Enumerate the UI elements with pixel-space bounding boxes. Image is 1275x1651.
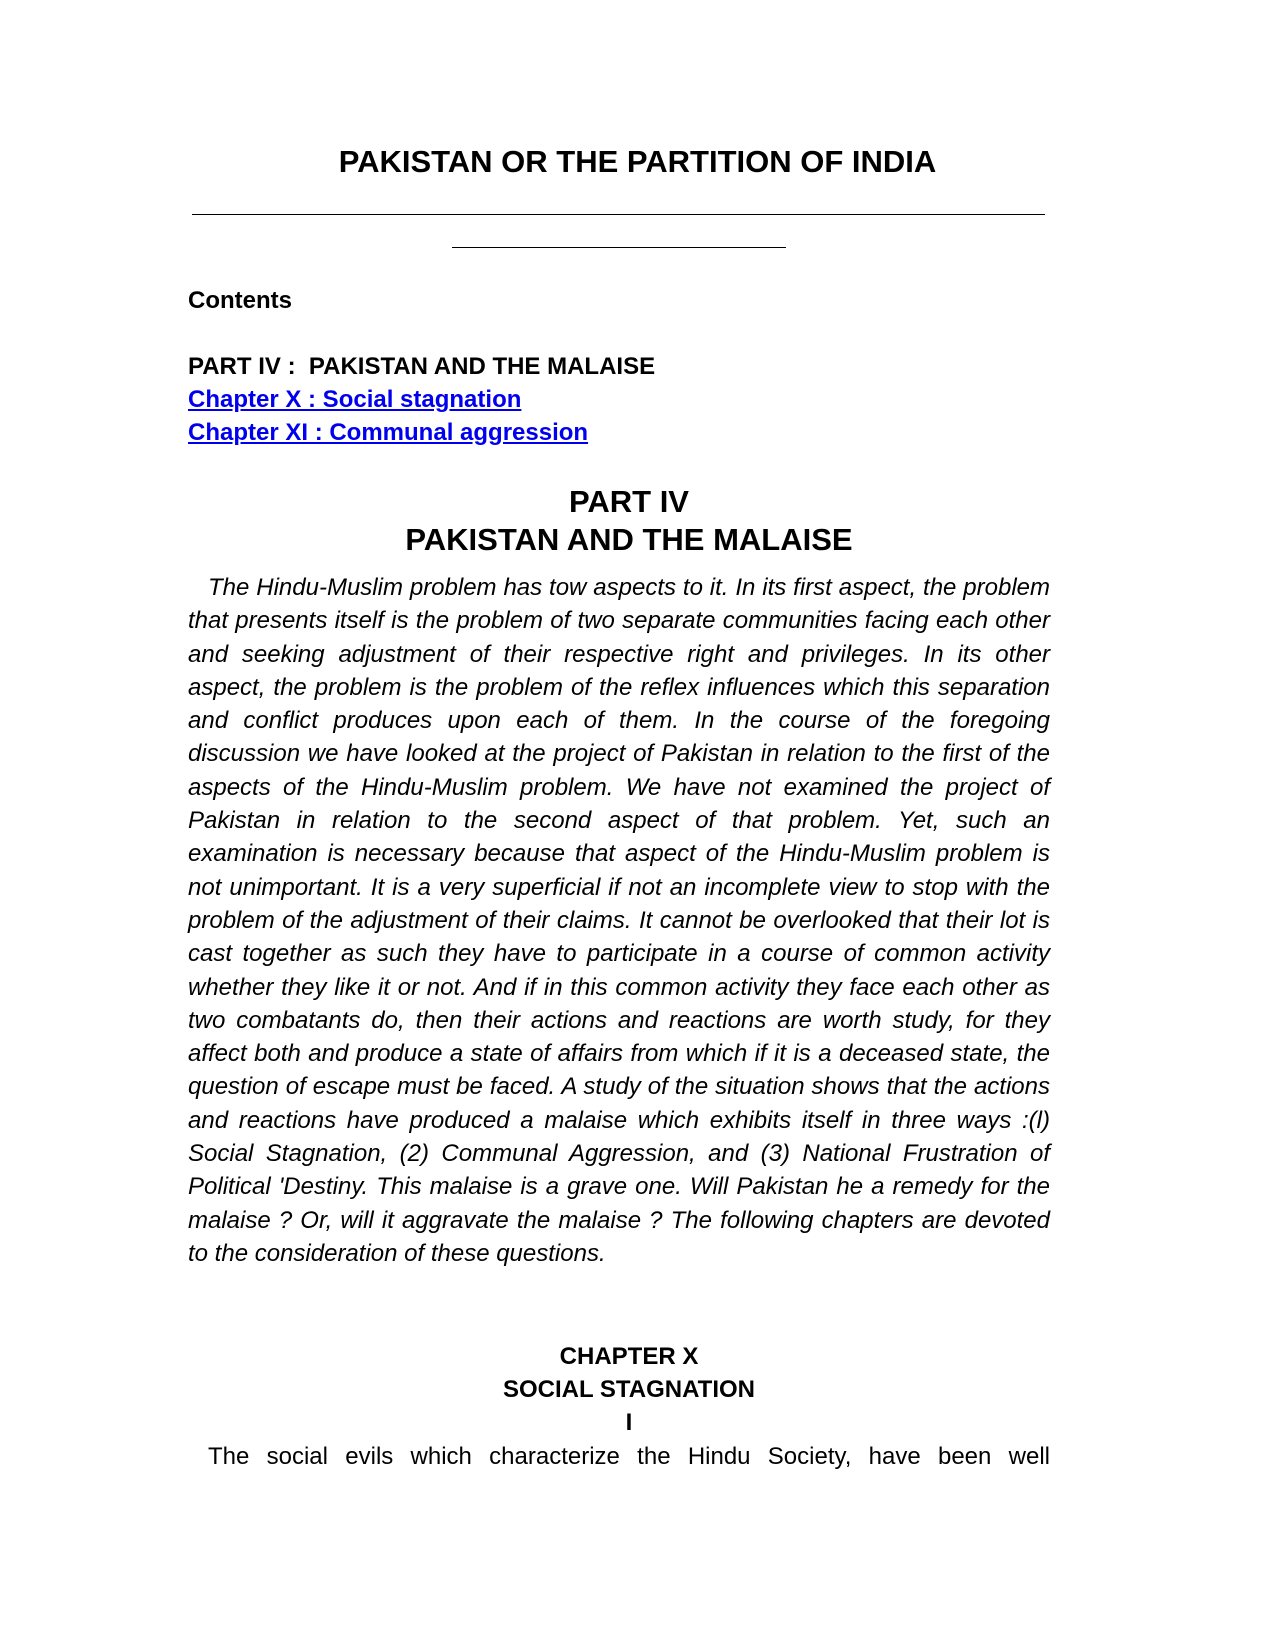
part-title: PAKISTAN AND THE MALAISE: [405, 522, 853, 557]
chapter-body-paragraph: The social evils which characterize the Hindu Society, have been well: [208, 1443, 1050, 1470]
toc-link-chapter-x[interactable]: Chapter X : Social stagnation: [188, 386, 522, 413]
document-title: PAKISTAN OR THE PARTITION OF INDIA: [338, 144, 937, 179]
part-intro-paragraph: The Hindu-Muslim problem has tow aspects to it. In its first aspect, the problem that presents itself is the problem of two separate communities facing each other and seeking adjustment of their respective right and privileges. In its other aspect, the problem is the problem of the reflex influences which this separation and conflict produces upon each of them. In the course of the foregoing discussion we have looked at the project of Pakistan in relation to the first of the aspects of the Hindu-Muslim problem. We have not examined the project of Pakistan in relation to the second aspect of that problem. Yet, such an examination is necessary because that aspect of the Hindu-Muslim problem is not unimportant. It is a very superficial if not an incomplete view to stop with the problem of the adjustment of their claims. It cannot be overlooked that their lot is cast together as such they have to participate in a course of common activity whether they like it or not. And if in this common activity they face each other as two combatants do, then their actions and reactions are worth study, for they affect both and produce a state of affairs from which if it is a deceased state, the question of escape must be faced. A study of the situation shows that the actions and reactions have produced a malaise which exhibits itself in three ways :(l) Social Stagnation, (2) Communal Aggression, and (3) National Frustration of Political 'Destiny. This malaise is a grave one. Will Pakistan he a remedy for the malaise ? Or, will it aggravate the malaise ? The following chapters are devoted to the consideration of these questions.: [188, 574, 1050, 1267]
chapter-title: SOCIAL STAGNATION: [503, 1376, 755, 1403]
title-underline-short: [452, 247, 786, 248]
contents-heading: Contents: [188, 287, 292, 314]
toc-link-chapter-xi[interactable]: Chapter XI : Communal aggression: [188, 419, 589, 446]
toc-part-entry: PART IV : PAKISTAN AND THE MALAISE: [188, 353, 656, 380]
section-number: I: [625, 1409, 633, 1436]
part-label: PART IV: [569, 484, 689, 519]
chapter-label: CHAPTER X: [559, 1343, 699, 1370]
title-underline-long: [192, 214, 1045, 215]
